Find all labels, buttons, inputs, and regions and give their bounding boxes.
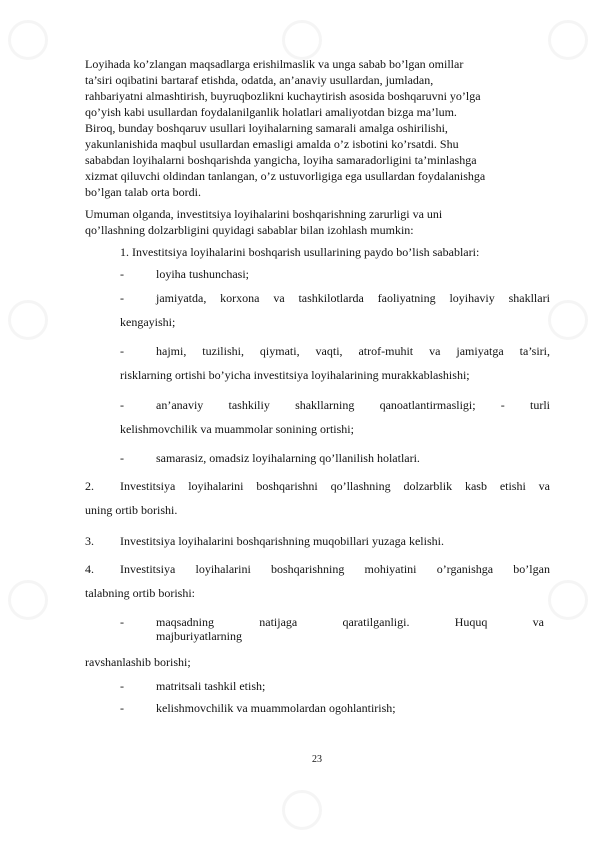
list-number: 3. (85, 534, 94, 548)
watermark (548, 20, 588, 60)
watermark (8, 580, 48, 620)
paragraph-line: ta’siri oqibatini bartaraf etishda, odatda, an’anaviy usullardan, jumladan, (85, 73, 434, 87)
bullet-text: maqsadning natijaga qaratilganligi. Huquq va (156, 615, 544, 629)
watermark (548, 300, 588, 340)
watermark (8, 300, 48, 340)
list-item-text: uning ortib borishi. (85, 503, 178, 517)
list-item-text: Investitsiya loyihalarini boshqarishni qo’llashning dolzarblik kasb etishi va (120, 479, 550, 493)
bullet-dash: - (120, 679, 124, 693)
bullet-dash: - (120, 398, 124, 412)
paragraph-line: qo’yish kabi usullardan foydalanilganlik holatlari amaliyotdan bizga ma’lum. (85, 105, 457, 119)
list-item-text: Investitsiya loyihalarini boshqarishning muqobillari yuzaga kelishi. (120, 534, 444, 548)
bullet-text: kelishmovchilik va muammolardan ogohlantirish; (156, 701, 396, 715)
bullet-dash: - (120, 451, 124, 465)
paragraph-line: Umuman olganda, investitsiya loyihalarini boshqarishning zarurligi va uni (85, 207, 443, 221)
bullet-text: samarasiz, omadsiz loyihalarning qo’llanilish holatlari. (156, 451, 420, 465)
bullet-text: kelishmovchilik va muammolar sonining ortishi; (120, 422, 354, 436)
paragraph-line: rahbariyatni almashtirish, buyruqbozlikni kuchaytirish asosida boshqaruvni yo’lga (85, 89, 481, 103)
bullet-text: kengayishi; (120, 315, 176, 329)
list-item-text: Investitsiya loyihalarini boshqarishning mohiyatini o’rganishga bo’lgan (120, 562, 550, 576)
list-item-heading: 1. Investitsiya loyihalarini boshqarish usullarining paydo bo’lish sabablari: (120, 245, 480, 259)
bullet-dash: - (120, 615, 124, 629)
watermark (282, 790, 322, 830)
bullet-text: majburiyatlarning (156, 629, 242, 643)
bullet-dash: - (120, 291, 124, 305)
list-number: 2. (85, 479, 94, 493)
page-number: 23 (312, 754, 322, 765)
paragraph-line: yakunlanishida maqbul usullardan emasligi amalda o’z isbotini ko’rsatdi. Shu (85, 137, 459, 151)
bullet-dash: - (120, 344, 124, 358)
paragraph-line: sababdan loyihalarni boshqarishda yangicha, loyiha samaradorligini ta’minlashga (85, 153, 477, 167)
list-number: 4. (85, 562, 94, 576)
bullet-text: loyiha tushunchasi; (156, 267, 249, 281)
bullet-text: an’anaviy tashkiliy shakllarning qanoatlantirmasligi; - turli (156, 398, 550, 412)
paragraph-line: Loyihada ko’zlangan maqsadlarga erishilmaslik va unga sabab bo’lgan omillar (85, 57, 464, 71)
watermark (282, 20, 322, 60)
paragraph-line: Biroq, bunday boshqaruv usullari loyihalarning samarali amalga oshirilishi, (85, 121, 448, 135)
paragraph-line: bo’lgan talab orta bordi. (85, 185, 201, 199)
bullet-text: jamiyatda, korxona va tashkilotlarda faoliyatning loyihaviy shakllari (156, 291, 550, 305)
bullet-dash: - (120, 267, 124, 281)
bullet-text: ravshanlashib borishi; (85, 655, 191, 669)
watermark (8, 20, 48, 60)
bullet-text: matritsali tashkil etish; (156, 679, 266, 693)
list-item-text: talabning ortib borishi: (85, 586, 195, 600)
bullet-text: hajmi, tuzilishi, qiymati, vaqti, atrof-muhit va jamiyatga ta’siri, (156, 344, 550, 358)
paragraph-line: xizmat qiluvchi oldindan tanlangan, o’z ustuvorligiga ega usullardan foydalanishga (85, 169, 486, 183)
paragraph-line: qo’llashning dolzarbligini quyidagi sabablar bilan izohlash mumkin: (85, 223, 414, 237)
watermark (548, 580, 588, 620)
bullet-text: risklarning ortishi bo’yicha investitsiya loyihalarining murakkablashishi; (120, 368, 470, 382)
bullet-dash: - (120, 701, 124, 715)
